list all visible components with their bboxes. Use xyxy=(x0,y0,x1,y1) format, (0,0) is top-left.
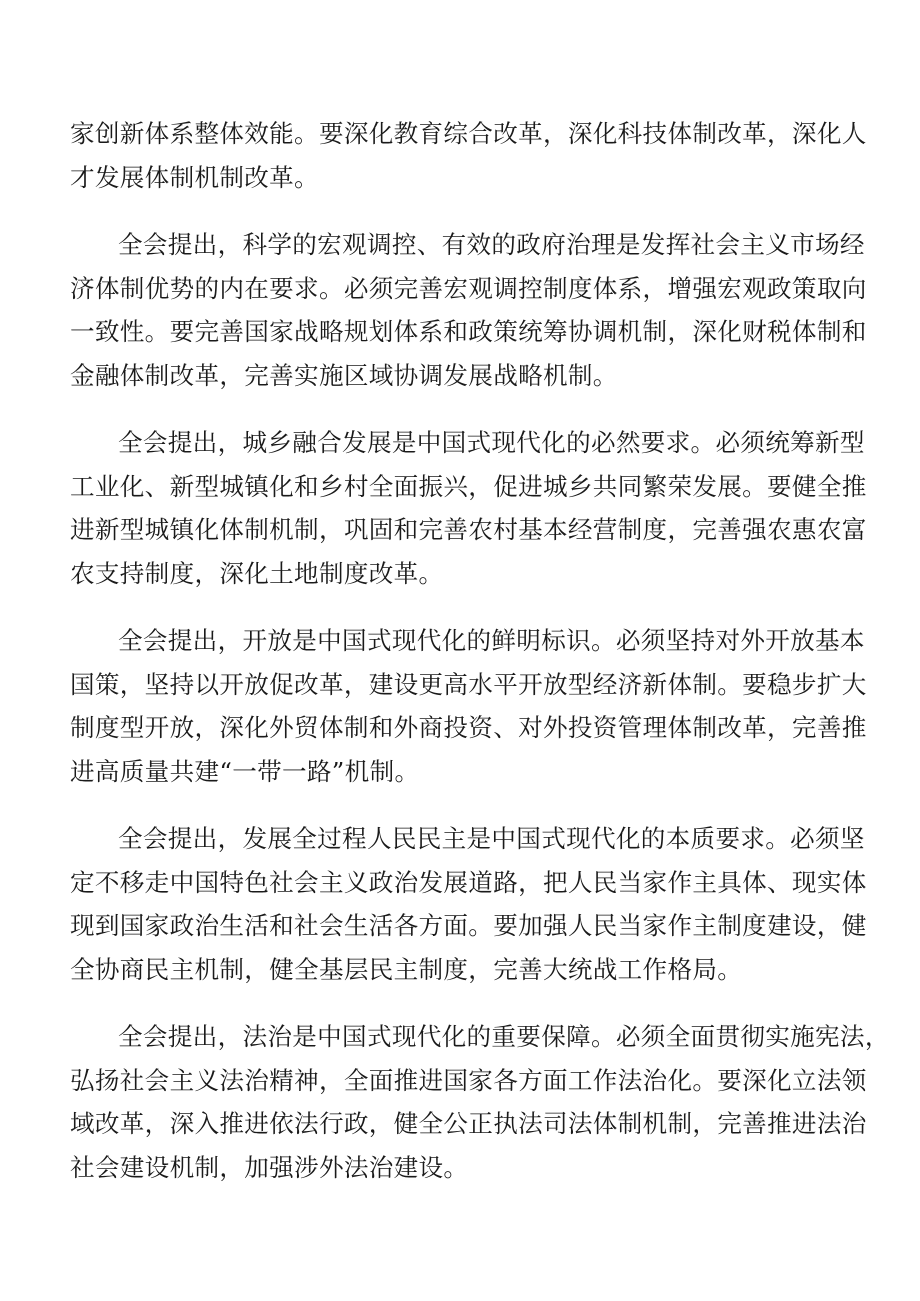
text-line: 金融体制改革，完善实施区域协调发展战略机制。 xyxy=(70,360,618,390)
text-line: 全会提出，城乡融合发展是中国式现代化的必然要求。必须统筹新型 xyxy=(118,428,865,457)
document-body xyxy=(70,112,890,1213)
text-line: 进高质量共建“一带一路”机制。 xyxy=(70,756,420,786)
text-line: 现到国家政治生活和社会生活各方面。要加强人民当家作主制度建设，健 xyxy=(70,911,867,940)
paragraph-opening-up xyxy=(70,619,867,793)
text-line: 域改革，深入推进依法行政，健全公正执法司法体制机制，完善推进法治 xyxy=(70,1109,867,1138)
text-line: 进新型城镇化体制机制，巩固和完善农村基本经营制度，完善强农惠农富 xyxy=(70,515,867,544)
text-line: 定不移走中国特色社会主义政治发展道路，把人民当家作主具体、现实体 xyxy=(70,867,867,897)
text-line: 社会建设机制，加强涉外法治建设。 xyxy=(70,1152,469,1182)
paragraph-rule-of-law xyxy=(70,1015,890,1189)
text-line: 农支持制度，深化土地制度改革。 xyxy=(70,558,444,588)
text-line: 国策，坚持以开放促改革，建设更高水平开放型经济新体制。要稳步扩大 xyxy=(70,669,867,699)
text-line: 全会提出，法治是中国式现代化的重要保障。必须全面贯彻实施宪法， xyxy=(118,1022,890,1051)
paragraph-urban-rural xyxy=(70,421,867,595)
text-line: 全会提出，科学的宏观调控、有效的政府治理是发挥社会主义市场经 xyxy=(118,230,865,259)
text-line: 全会提出，开放是中国式现代化的鲜明标识。必须坚持对外开放基本 xyxy=(118,626,865,655)
text-line: 弘扬社会主义法治精神，全面推进国家各方面工作法治化。要深化立法领 xyxy=(70,1065,867,1095)
text-line: 制度型开放，深化外贸体制和外商投资、对外投资管理体制改革，完善推 xyxy=(70,713,867,742)
text-line: 济体制优势的内在要求。必须完善宏观调控制度体系，增强宏观政策取向 xyxy=(70,273,867,303)
text-line: 工业化、新型城镇化和乡村全面振兴，促进城乡共同繁荣发展。要健全推 xyxy=(70,471,867,501)
text-line: 一致性。要完善国家战略规划体系和政策统筹协调机制，深化财税体制和 xyxy=(70,317,867,346)
paragraph-whole-process-democracy xyxy=(70,817,867,991)
text-line: 才发展体制机制改革。 xyxy=(70,162,319,192)
paragraph-macro-regulation xyxy=(70,223,867,397)
text-line: 全协商民主机制，健全基层民主制度，完善大统战工作格局。 xyxy=(70,954,743,984)
paragraph-innovation-system xyxy=(70,112,867,199)
text-line: 家创新体系整体效能。要深化教育综合改革，深化科技体制改革，深化人 xyxy=(70,119,867,148)
text-line: 全会提出，发展全过程人民民主是中国式现代化的本质要求。必须坚 xyxy=(118,824,865,853)
